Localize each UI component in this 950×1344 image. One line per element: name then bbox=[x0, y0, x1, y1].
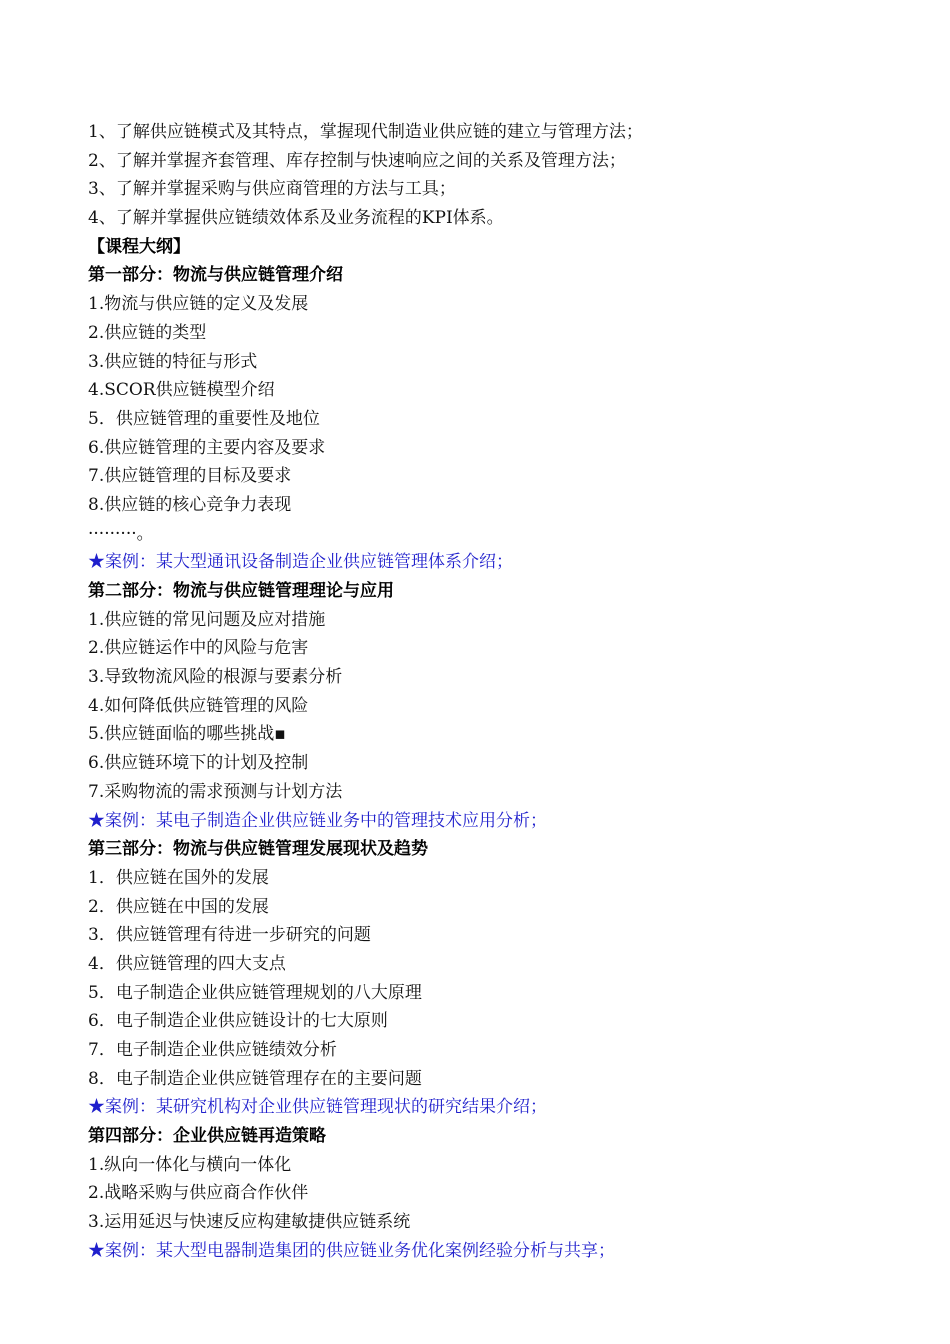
part4-case: ★案例：某大型电器制造集团的供应链业务优化案例经验分析与共享； bbox=[88, 1240, 615, 1261]
part3-item: 7．电子制造企业供应链绩效分析 bbox=[88, 1040, 337, 1060]
outline-heading: 【课程大纲】 bbox=[88, 236, 190, 257]
part3-section bbox=[88, 835, 918, 1122]
part3-item: 3．供应链管理有待进一步研究的问题 bbox=[88, 925, 371, 946]
part3-case: ★案例：某研究机构对企业供应链管理现状的研究结果介绍； bbox=[88, 1097, 547, 1118]
part3-title: 第三部分：物流与供应链管理发展现状及趋势 bbox=[88, 839, 428, 860]
part3-item: 2．供应链在中国的发展 bbox=[88, 896, 269, 917]
part4-item: 2.战略采购与供应商合作伙伴 bbox=[88, 1183, 309, 1204]
objective-item: 2、了解并掌握齐套管理、库存控制与快速响应之间的关系及管理方法； bbox=[88, 150, 626, 171]
objective-item: 1、了解供应链模式及其特点，掌握现代制造业供应链的建立与管理方法； bbox=[88, 122, 643, 142]
part1-item: 1.物流与供应链的定义及发展 bbox=[88, 294, 309, 315]
part2-item: 1.供应链的常见问题及应对措施 bbox=[88, 609, 326, 630]
part1-item: 2.供应链的类型 bbox=[88, 322, 207, 343]
part2-item: 3.导致物流风险的根源与要素分析 bbox=[88, 667, 343, 688]
part1-title: 第一部分：物流与供应链管理介绍 bbox=[88, 265, 343, 286]
part3-item: 1．供应链在国外的发展 bbox=[88, 867, 269, 888]
part2-section bbox=[88, 577, 918, 835]
part2-item: 6.供应链环境下的计划及控制 bbox=[88, 753, 309, 774]
part2-item: 4.如何降低供应链管理的风险 bbox=[88, 695, 309, 716]
part4-section bbox=[88, 1122, 918, 1265]
part2-case: ★案例：某电子制造企业供应链业务中的管理技术应用分析； bbox=[88, 810, 547, 831]
part3-item: 5．电子制造企业供应链管理规划的八大原理 bbox=[88, 982, 422, 1003]
part1-ellipsis: ·········。 bbox=[88, 523, 154, 544]
part1-item: 7.供应链管理的目标及要求 bbox=[88, 466, 292, 487]
part2-item: 2.供应链运作中的风险与危害 bbox=[88, 638, 309, 659]
part4-item: 3.运用延迟与快速反应构建敏捷供应链系统 bbox=[88, 1212, 411, 1233]
part3-item: 4．供应链管理的四大支点 bbox=[88, 953, 286, 974]
document-content bbox=[88, 118, 918, 1266]
part1-item: 6.供应链管理的主要内容及要求 bbox=[88, 437, 326, 458]
objectives-list bbox=[88, 118, 918, 233]
part1-case: ★案例：某大型通讯设备制造企业供应链管理体系介绍； bbox=[88, 552, 513, 573]
part2-item: 5.供应链面临的哪些挑战▪ bbox=[88, 724, 286, 745]
part1-item: 3.供应链的特征与形式 bbox=[88, 351, 258, 372]
part1-item: 4.SCOR供应链模型介绍 bbox=[88, 380, 275, 401]
part4-item: 1.纵向一体化与横向一体化 bbox=[88, 1154, 292, 1175]
part3-item: 8．电子制造企业供应链管理存在的主要问题 bbox=[88, 1068, 422, 1089]
part1-section bbox=[88, 261, 918, 577]
objective-item: 4、了解并掌握供应链绩效体系及业务流程的KPI体系。 bbox=[88, 208, 504, 229]
objective-item: 3、了解并掌握采购与供应商管理的方法与工具； bbox=[88, 179, 456, 200]
part2-title: 第二部分：物流与供应链管理理论与应用 bbox=[88, 581, 394, 601]
part3-item: 6．电子制造企业供应链设计的七大原则 bbox=[88, 1011, 388, 1032]
part1-item: 8.供应链的核心竞争力表现 bbox=[88, 494, 292, 515]
part4-title: 第四部分：企业供应链再造策略 bbox=[88, 1126, 326, 1147]
part2-item: 7.采购物流的需求预测与计划方法 bbox=[88, 781, 343, 802]
part1-item: 5．供应链管理的重要性及地位 bbox=[88, 408, 320, 429]
